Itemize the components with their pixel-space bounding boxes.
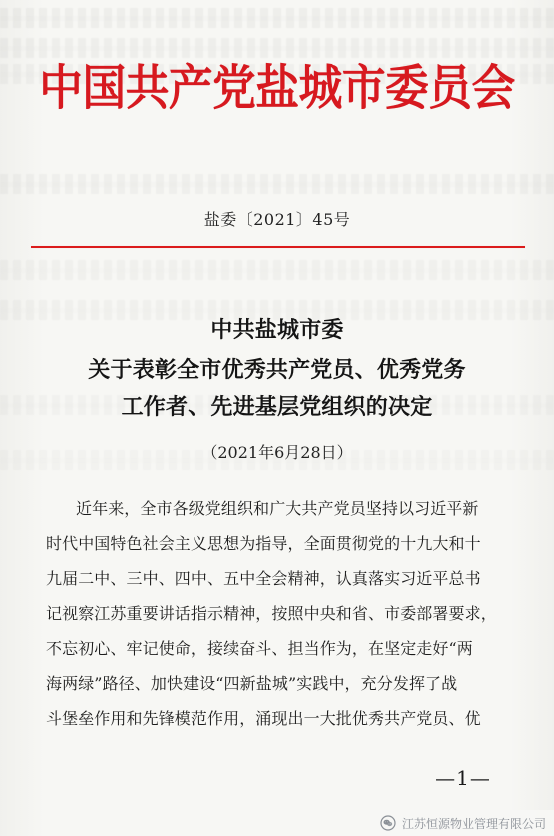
body-text-line: 近年来，全市各级党组织和广大共产党员坚持以习近平新 bbox=[76, 499, 479, 518]
reverse-side-bleed-through bbox=[0, 8, 554, 28]
decision-date: （2021年6月28日） bbox=[201, 443, 353, 462]
body-text-line: 斗堡垒作用和先锋模范作用，涌现出一大批优秀共产党员、优 bbox=[46, 709, 481, 728]
decision-title-line: 工作者、先进基层党组织的决定 bbox=[121, 394, 433, 420]
reverse-side-bleed-through bbox=[0, 38, 554, 58]
red-separator-line bbox=[31, 246, 525, 248]
decision-title-line: 关于表彰全市优秀共产党员、优秀党务 bbox=[88, 357, 466, 383]
body-text-line: 记视察江苏重要讲话指示精神，按照中央和省、市委部署要求， bbox=[46, 604, 497, 623]
issuer-title: 中共盐城市委 bbox=[210, 317, 344, 343]
body-text-line: 九届二中、三中、四中、五中全会精神，认真落实习近平总书 bbox=[46, 569, 481, 588]
wechat-source-watermark bbox=[370, 810, 554, 836]
watermark-source-name: 江苏恒源物业管理有限公司 bbox=[401, 816, 546, 831]
body-text-line: 不忘初心、牢记使命，接续奋斗、担当作为，在坚定走好“两 bbox=[46, 639, 473, 658]
body-text-line: 海两绿”路径、加快建设“四新盐城”实践中，充分发挥了战 bbox=[46, 674, 458, 693]
reverse-side-bleed-through bbox=[0, 174, 554, 194]
document-masthead: 中国共产党盐城市委员会 bbox=[39, 60, 515, 116]
reverse-side-bleed-through bbox=[0, 260, 554, 280]
body-text-line: 时代中国特色社会主义思想为指导，全面贯彻党的十九大和十 bbox=[46, 534, 481, 553]
wechat-icon bbox=[380, 815, 396, 831]
document-number: 盐委〔2021〕45号 bbox=[203, 210, 351, 229]
page-number: —1— bbox=[435, 766, 491, 790]
